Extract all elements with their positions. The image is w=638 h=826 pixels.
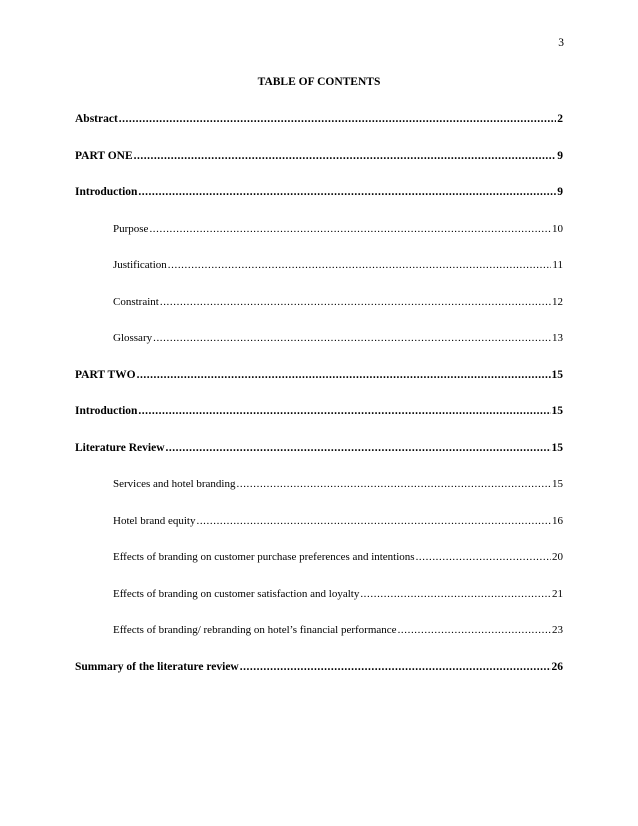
- toc-list: [75, 113, 563, 697]
- dot-leader: [160, 296, 551, 308]
- dot-leader: [138, 186, 556, 198]
- toc-entry-page: 9: [557, 149, 563, 162]
- toc-entry-page: 15: [552, 478, 563, 490]
- toc-entry-label: Introduction: [75, 405, 138, 417]
- toc-entry-page: 15: [551, 441, 563, 454]
- toc-entry[interactable]: [75, 332, 563, 369]
- toc-entry-label: Services and hotel branding: [113, 478, 236, 490]
- toc-entry-page: 26: [551, 660, 563, 673]
- toc-entry[interactable]: [75, 405, 563, 442]
- toc-entry-label: Effects of branding on customer satisfaction and loyalty: [113, 587, 360, 600]
- toc-entry-page: 10: [552, 222, 563, 235]
- toc-entry-page: 12: [552, 295, 563, 308]
- dot-leader: [240, 661, 551, 673]
- dot-leader: [360, 588, 551, 600]
- toc-entry[interactable]: [75, 442, 563, 479]
- toc-entry-page: 15: [551, 405, 563, 417]
- dot-leader: [153, 332, 551, 344]
- toc-entry-label: Purpose: [113, 222, 149, 235]
- toc-entry-page: 15: [551, 368, 563, 381]
- toc-entry[interactable]: [75, 186, 563, 223]
- toc-entry-page: 23: [552, 624, 563, 636]
- toc-entry-page: 13: [552, 332, 563, 344]
- toc-entry[interactable]: [75, 624, 563, 661]
- toc-entry[interactable]: [75, 588, 563, 625]
- page-number: 3: [558, 37, 564, 49]
- dot-leader: [166, 442, 551, 454]
- dot-leader: [398, 624, 551, 636]
- toc-entry-label: Justification: [113, 259, 167, 271]
- dot-leader: [237, 478, 552, 490]
- dot-leader: [138, 405, 550, 417]
- toc-entry[interactable]: [75, 296, 563, 333]
- toc-entry-label: Hotel brand equity: [113, 514, 196, 527]
- toc-entry[interactable]: [75, 113, 563, 150]
- toc-entry-page: 20: [552, 551, 563, 563]
- toc-entry[interactable]: [75, 150, 563, 187]
- toc-entry[interactable]: [75, 478, 563, 515]
- dot-leader: [137, 369, 551, 381]
- toc-entry-page: 11: [552, 259, 563, 271]
- toc-entry[interactable]: [75, 661, 563, 698]
- dot-leader: [134, 150, 557, 162]
- dot-leader: [119, 113, 556, 125]
- toc-entry-label: Effects of branding on customer purchase preferences and intentions: [113, 551, 415, 563]
- toc-entry[interactable]: [75, 223, 563, 260]
- toc-title: TABLE OF CONTENTS: [257, 76, 381, 88]
- toc-entry-label: Constraint: [113, 295, 159, 308]
- toc-entry-label: Summary of the literature review: [75, 660, 239, 673]
- toc-entry[interactable]: [75, 259, 563, 296]
- dot-leader: [196, 515, 551, 527]
- toc-entry-label: Literature Review: [75, 441, 165, 454]
- dot-leader: [416, 551, 551, 563]
- dot-leader: [168, 259, 552, 271]
- toc-entry-label: Effects of branding/ rebranding on hotel’s financial performance: [113, 624, 397, 636]
- toc-entry-label: Abstract: [75, 113, 118, 125]
- toc-entry-page: 9: [557, 186, 563, 198]
- toc-entry[interactable]: [75, 551, 563, 588]
- toc-entry-label: Introduction: [75, 186, 138, 198]
- toc-entry-label: PART TWO: [75, 368, 136, 381]
- toc-entry-label: PART ONE: [75, 149, 133, 162]
- dot-leader: [149, 223, 551, 235]
- toc-entry[interactable]: [75, 515, 563, 552]
- toc-entry-page: 21: [552, 587, 563, 600]
- toc-entry-page: 16: [552, 514, 563, 527]
- toc-entry[interactable]: [75, 369, 563, 406]
- toc-entry-page: 2: [557, 113, 563, 125]
- toc-entry-label: Glossary: [113, 332, 153, 344]
